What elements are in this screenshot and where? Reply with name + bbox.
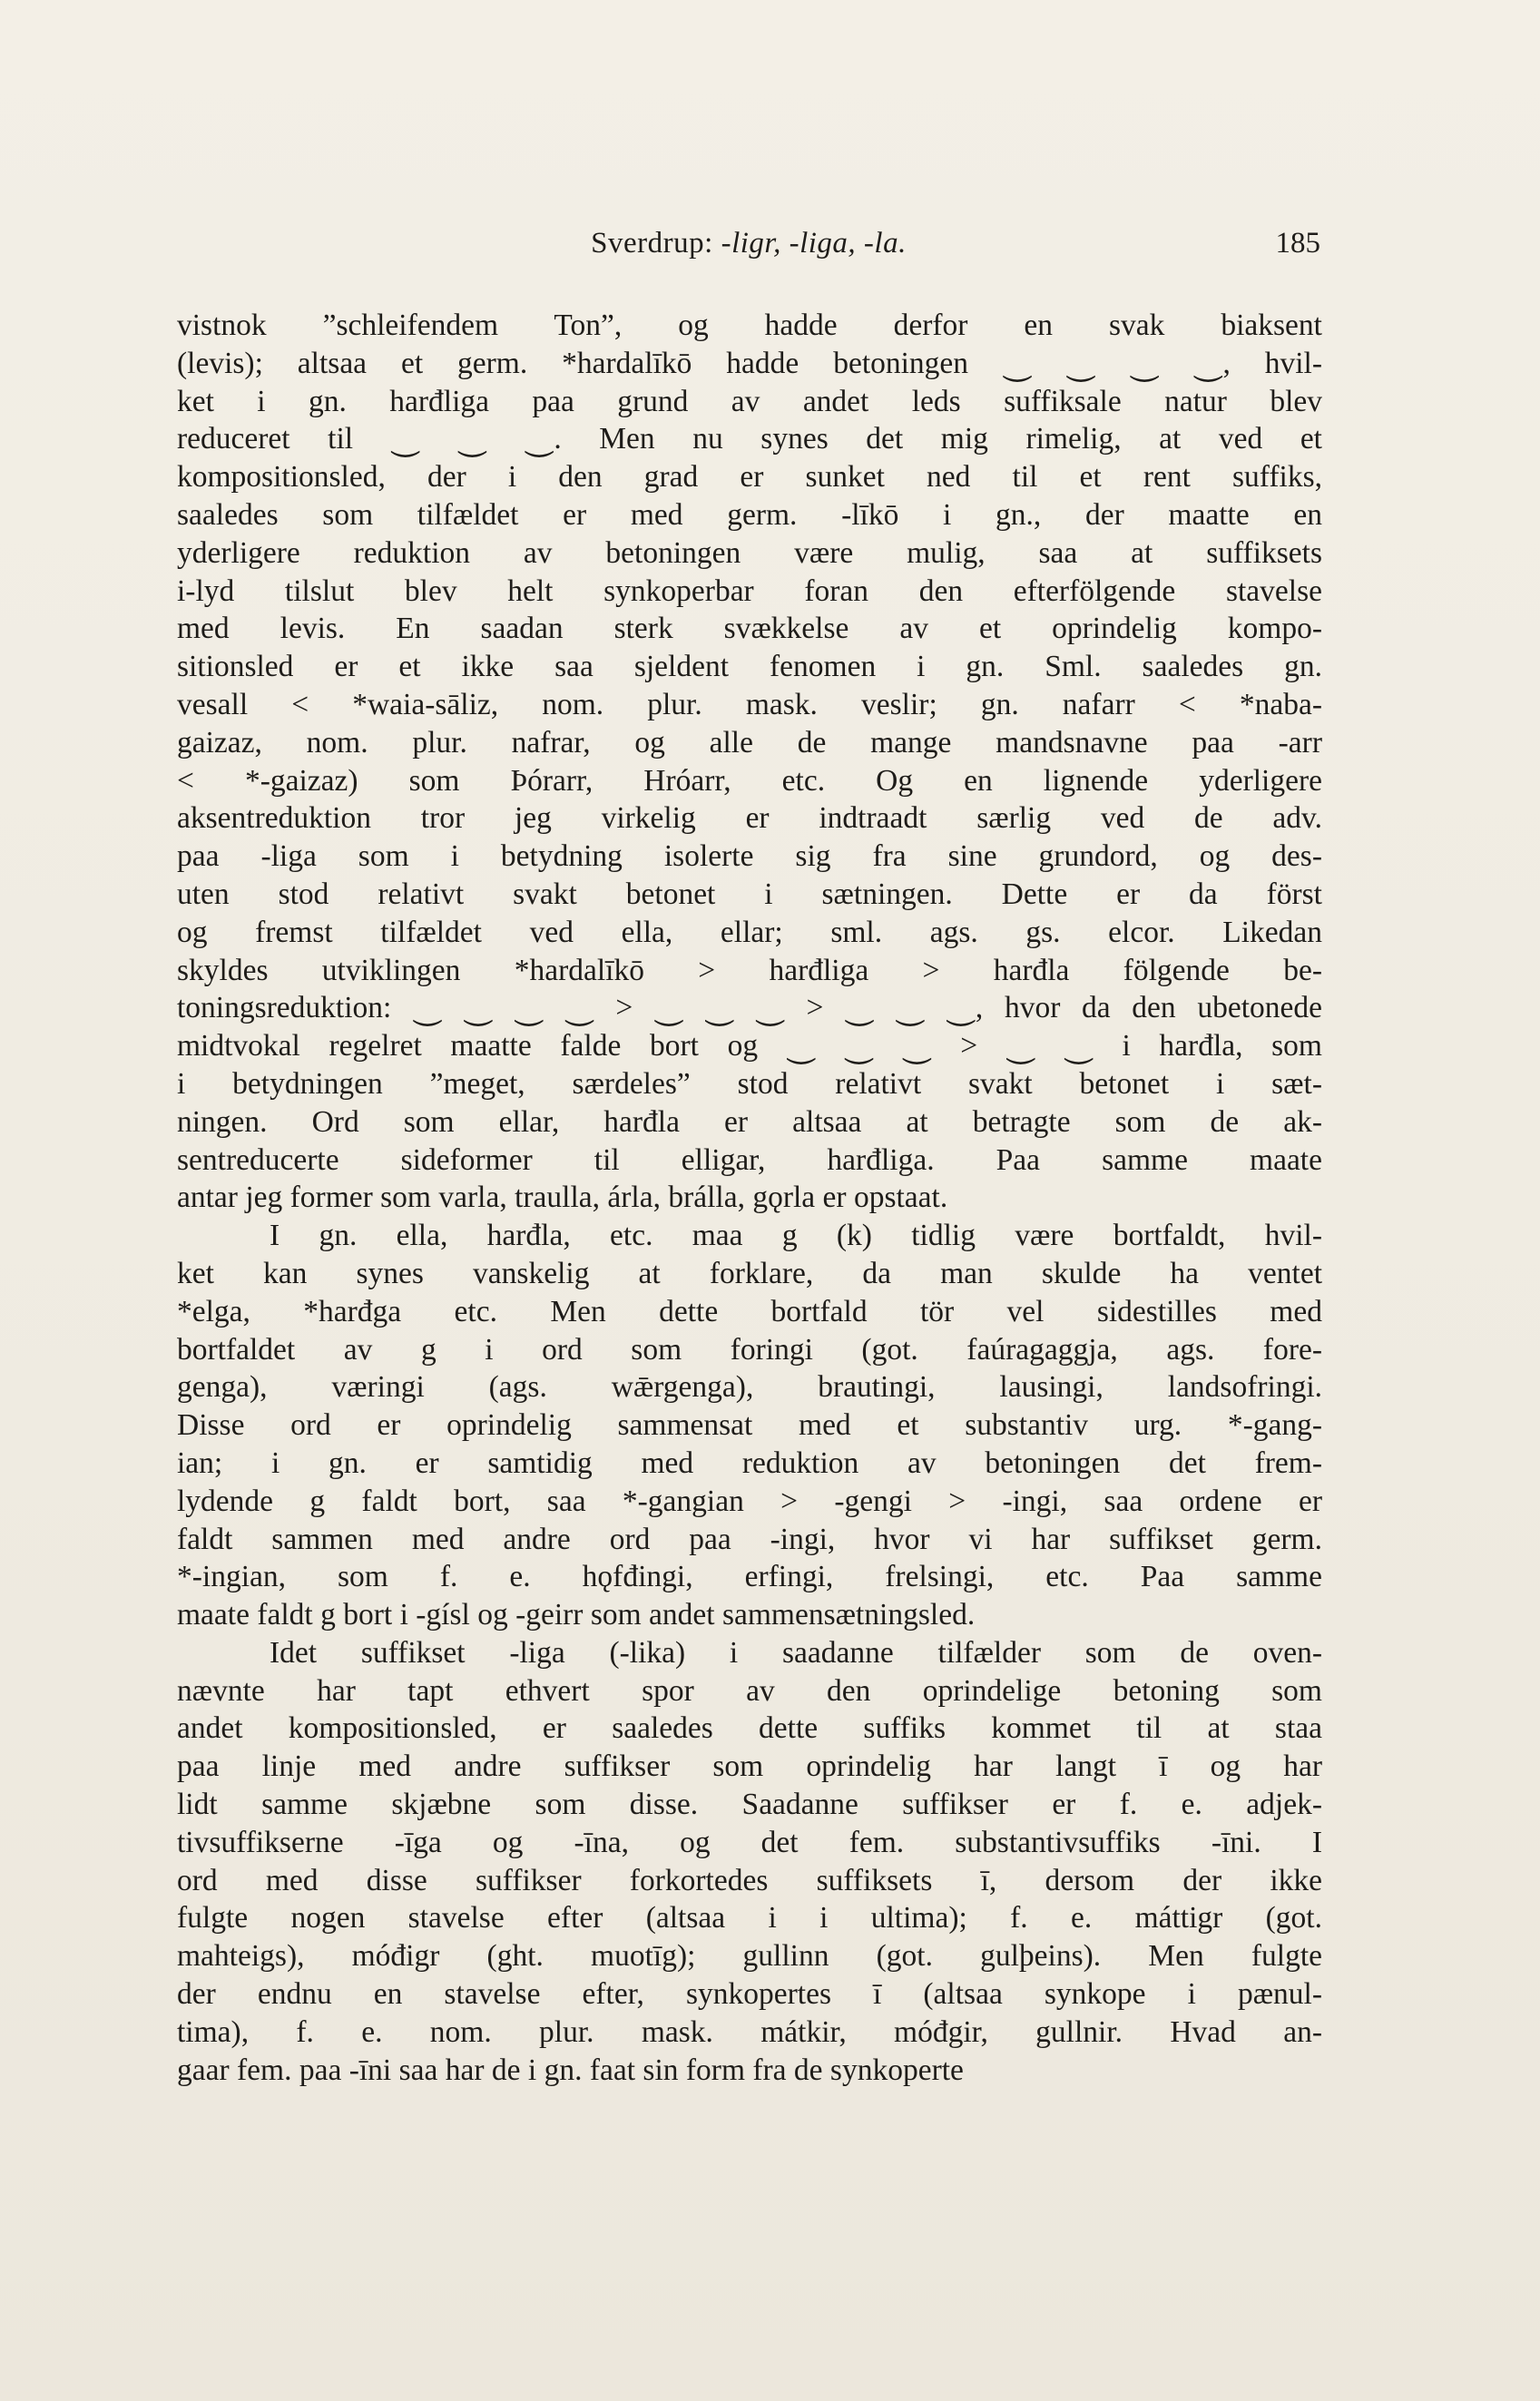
text-line: med levis. En saadan sterk svækkelse av et oprindelig kompo- [177,612,1322,646]
author-name: Sverdrup: [591,227,713,260]
text-line: paa -liga som i betydning isolerte sig fra sine grundord, og des- [177,839,1322,874]
body-text [177,307,1322,2089]
text-line: ian; i gn. er samtidig med reduktion av betoningen det frem- [177,1446,1322,1480]
text-line: bortfaldet av g i ord som foringi (got. faúragaggja, ags. fore- [177,1332,1322,1367]
running-head [177,227,1320,269]
text-line: vesall < *waia-sāliz, nom. plur. mask. veslir; gn. nafarr < *naba- [177,687,1322,721]
text-line: ord med disse suffikser forkortedes suffiksets ī, dersom der ikke [177,1863,1322,1897]
text-line: mahteigs), móđigr (ght. muotīg); gullinn (got. gulþeins). Men fulgte [177,1939,1322,1974]
text-line: nævnte har tapt ethvert spor av den oprindelige betoning som [177,1673,1322,1708]
text-line: gaar fem. paa -īni saa har de i gn. faat sin form fra de synkoperte [177,2053,964,2087]
text-line: lydende g faldt bort, saa *-gangian > -gengi > -ingi, saa ordene er [177,1484,1322,1518]
text-line: skyldes utviklingen *hardalīkō > harđliga > harđla fölgende be- [177,953,1322,987]
text-line: genga), væringi (ags. wǣrgenga), brautingi, lausingi, landsofringi. [177,1370,1322,1405]
text-line: maate faldt g bort i -gísl og -geirr som andet sammensætningsled. [177,1598,976,1632]
text-line: reduceret til ⏝ ⏝ ⏝. Men nu synes det mig rimelig, at ved et [177,422,1322,456]
text-line: ket i gn. harđliga paa grund av andet leds suffiksale natur blev [177,384,1322,418]
running-title [177,227,1320,260]
text-line: tima), f. e. nom. plur. mask. mátkir, móđgir, gullnir. Hvad an- [177,2014,1322,2049]
text-line: vistnok ”schleifendem Ton”, og hadde derfor en svak biaksent [177,309,1322,342]
text-line: Idet suffikset -liga (-lika) i saadanne tilfælder som de oven- [270,1635,1322,1670]
text-line: og fremst tilfældet ved ella, ellar; sml. ags. gs. elcor. Likedan [177,915,1322,949]
text-line: lidt samme skjæbne som disse. Saadanne suffikser er f. e. adjek- [177,1788,1322,1822]
text-line: andet kompositionsled, er saaledes dette suffiks kommet til at staa [177,1711,1322,1746]
text-line: sentreducerte sideformer til elligar, harđliga. Paa samme maate [177,1142,1322,1177]
page-number: 185 [1275,227,1320,260]
text-line: der endnu en stavelse efter, synkopertes ī (altsaa synkope i pænul- [177,1977,1322,2012]
text-line: midtvokal regelret maatte falde bort og ⏝ ⏝ ⏝ > ⏝ ⏝ i harđla, som [177,1029,1322,1063]
text-line: Disse ord er oprindelig sammensat med et substantiv urg. *-gang- [177,1408,1322,1443]
text-line: ket kan synes vanskelig at forklare, da man skulde ha ventet [177,1256,1322,1290]
text-line: gaizaz, nom. plur. nafrar, og alle de mange mandsnavne paa -arr [177,725,1322,760]
text-line: I gn. ella, harđla, etc. maa g (k) tidlig være bortfaldt, hvil- [270,1219,1322,1253]
text-line: toningsreduktion: ⏝ ⏝ ⏝ ⏝ > ⏝ ⏝ ⏝ > ⏝ ⏝ ⏝, hvor da den ubetonede [177,991,1322,1025]
text-line: i betydningen ”meget, særdeles” stod relativt svakt betonet i sæt- [177,1066,1322,1101]
text-line: < *-gaizaz) som Þórarr, Hróarr, etc. Og en lignende yderligere [177,763,1322,798]
text-line: fulgte nogen stavelse efter (altsaa i i ultima); f. e. máttigr (got. [177,1901,1322,1936]
title-suffixes: -ligr, -liga, -la. [721,227,907,260]
text-line: ningen. Ord som ellar, harđla er altsaa at betragte som de ak- [177,1104,1322,1139]
text-line: *-ingian, som f. e. hǫfđingi, erfingi, frelsingi, etc. Paa samme [177,1560,1322,1594]
text-line: paa linje med andre suffikser som oprindelig har langt ī og har [177,1749,1322,1784]
text-line: antar jeg former som varla, traulla, árla, brálla, gǫrla er opstaat. [177,1181,948,1215]
text-line: tivsuffikserne -īga og -īna, og det fem. substantivsuffiks -īni. I [177,1825,1322,1859]
text-line: sitionsled er et ikke saa sjeldent fenomen i gn. Sml. saaledes gn. [177,650,1322,684]
text-line: (levis); altsaa et germ. *hardalīkō hadde betoningen ⏝ ⏝ ⏝ ⏝, hvil- [177,346,1322,380]
text-line: i-lyd tilslut blev helt synkoperbar foran den efterfölgende stavelse [177,573,1322,608]
text-line: kompositionsled, der i den grad er sunket ned til et rent suffiks, [177,460,1322,495]
text-line: yderligere reduktion av betoningen være mulig, saa at suffiksets [177,535,1322,570]
text-line: aksentreduktion tror jeg virkelig er indtraadt særlig ved de adv. [177,801,1322,836]
text-line: saaledes som tilfældet er med germ. -līkō i gn., der maatte en [177,497,1322,532]
text-line: *elga, *harđga etc. Men dette bortfald tör vel sidestilles med [177,1294,1322,1328]
text-line: faldt sammen med andre ord paa -ingi, hvor vi har suffikset germ. [177,1522,1322,1556]
text-line: uten stod relativt svakt betonet i sætningen. Dette er da först [177,877,1322,911]
